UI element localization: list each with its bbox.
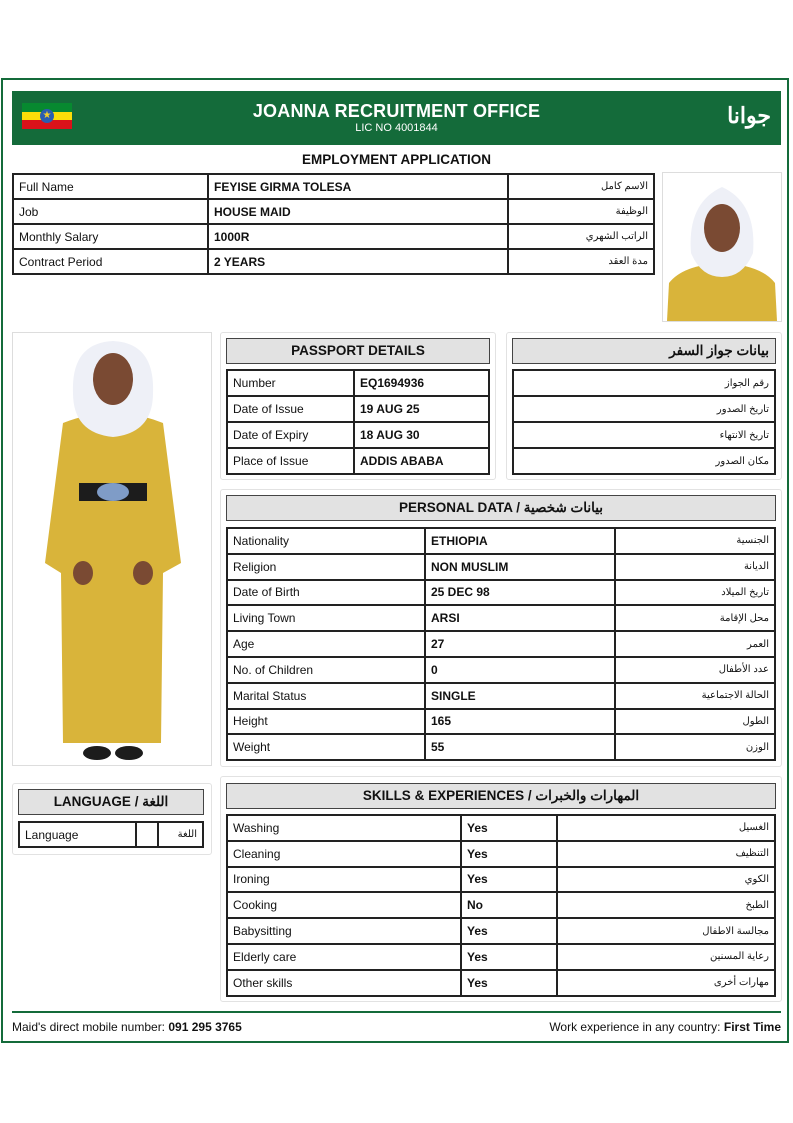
application-title: EMPLOYMENT APPLICATION (302, 152, 491, 167)
table-row (227, 554, 775, 580)
skill-label: Other skills (227, 970, 461, 996)
skill-value: Yes (461, 970, 557, 996)
row-arabic: عدد الأطفال (615, 657, 775, 683)
passport-table (226, 369, 490, 475)
skills-table (226, 814, 776, 997)
row-label: Living Town (227, 605, 425, 631)
table-row (227, 631, 775, 657)
table-row (227, 683, 775, 709)
row-label: Height (227, 709, 425, 735)
row-arabic: الوزن (615, 734, 775, 760)
row-value: 165 (425, 709, 615, 735)
skill-label: Washing (227, 815, 461, 841)
table-row (19, 822, 203, 847)
row-value: HOUSE MAID (208, 199, 508, 224)
row-arabic: تاريخ الميلاد (615, 580, 775, 606)
skill-arabic: مهارات أخرى (557, 970, 775, 996)
personal-data-table (226, 527, 776, 761)
table-row (13, 249, 654, 274)
row-value: ADDIS ABABA (354, 448, 489, 474)
full-body-photo (12, 332, 212, 766)
row-arabic: محل الإقامة (615, 605, 775, 631)
portrait-photo (662, 172, 782, 322)
row-arabic: مدة العقد (508, 249, 654, 274)
mobile-label: Maid's direct mobile number: (12, 1020, 166, 1034)
row-value: ETHIOPIA (425, 528, 615, 554)
row-arabic: الحالة الاجتماعية (615, 683, 775, 709)
row-value: 1000R (208, 224, 508, 249)
row-label: Weight (227, 734, 425, 760)
skill-value: Yes (461, 867, 557, 893)
table-row (227, 605, 775, 631)
row-value: 25 DEC 98 (425, 580, 615, 606)
basic-info-table (12, 173, 655, 275)
row-value: 55 (425, 734, 615, 760)
row-arabic: الراتب الشهري (508, 224, 654, 249)
row-arabic: الاسم كامل (508, 174, 654, 199)
table-row (227, 841, 775, 867)
row-value: 2 YEARS (208, 249, 508, 274)
personal-data-title: PERSONAL DATA / بيانات شخصية (226, 495, 776, 521)
footer-divider (12, 1011, 781, 1013)
experience-label: Work experience in any country: (549, 1020, 721, 1034)
row-label: Job (13, 199, 208, 224)
skill-value: Yes (461, 944, 557, 970)
table-row (227, 918, 775, 944)
row-label: Date of Expiry (227, 422, 354, 448)
table-row (227, 734, 775, 760)
table-row (13, 174, 654, 199)
passport-arabic-table (512, 369, 776, 475)
table-row (227, 396, 489, 422)
work-experience (549, 1020, 781, 1034)
experience-value: First Time (723, 1020, 781, 1034)
skill-label: Babysitting (227, 918, 461, 944)
row-label: No. of Children (227, 657, 425, 683)
table-row (513, 422, 775, 448)
table-row (227, 944, 775, 970)
office-arabic-name: جوانا (727, 103, 771, 128)
row-value: NON MUSLIM (425, 554, 615, 580)
row-value: SINGLE (425, 683, 615, 709)
skill-label: Ironing (227, 867, 461, 893)
row-arabic: الطول (615, 709, 775, 735)
skill-label: Cooking (227, 892, 461, 918)
row-label: Nationality (227, 528, 425, 554)
row-value: 18 AUG 30 (354, 422, 489, 448)
row-label: Full Name (13, 174, 208, 199)
row-label: Number (227, 370, 354, 396)
row-value: 0 (425, 657, 615, 683)
row-arabic: تاريخ الانتهاء (513, 422, 775, 448)
row-arabic: الوظيفة (508, 199, 654, 224)
table-row (227, 657, 775, 683)
language-label: Language (19, 822, 136, 847)
skill-arabic: رعاية المسنين (557, 944, 775, 970)
row-arabic: تاريخ الصدور (513, 396, 775, 422)
star-emblem-icon: ★ (40, 109, 54, 123)
skill-value: Yes (461, 841, 557, 867)
mobile-value: 091 295 3765 (168, 1020, 242, 1034)
table-row (227, 580, 775, 606)
row-arabic: العمر (615, 631, 775, 657)
table-row (227, 815, 775, 841)
table-row (227, 528, 775, 554)
skill-arabic: الغسيل (557, 815, 775, 841)
skill-label: Elderly care (227, 944, 461, 970)
language-table (18, 821, 204, 848)
row-value: 19 AUG 25 (354, 396, 489, 422)
table-row (227, 422, 489, 448)
row-value: ARSI (425, 605, 615, 631)
table-row (227, 448, 489, 474)
skill-arabic: الكوي (557, 867, 775, 893)
row-label: Marital Status (227, 683, 425, 709)
row-value: EQ1694936 (354, 370, 489, 396)
language-arabic: اللغة (158, 822, 203, 847)
table-row (227, 970, 775, 996)
row-arabic: رقم الجواز (513, 370, 775, 396)
passport-title: PASSPORT DETAILS (226, 338, 490, 364)
table-row (513, 370, 775, 396)
skill-value: Yes (461, 918, 557, 944)
table-row (227, 709, 775, 735)
table-row (13, 199, 654, 224)
row-arabic: مكان الصدور (513, 448, 775, 474)
skill-arabic: مجالسة الاطفال (557, 918, 775, 944)
row-label: Place of Issue (227, 448, 354, 474)
table-row (227, 867, 775, 893)
language-title: LANGUAGE / اللغة (18, 789, 204, 815)
skill-arabic: الطبخ (557, 892, 775, 918)
skill-label: Cleaning (227, 841, 461, 867)
table-row (513, 448, 775, 474)
row-label: Date of Birth (227, 580, 425, 606)
table-row (13, 224, 654, 249)
row-arabic: الديانة (615, 554, 775, 580)
header-banner (12, 91, 781, 145)
skill-value: No (461, 892, 557, 918)
row-value: 27 (425, 631, 615, 657)
language-value (136, 822, 158, 847)
row-label: Contract Period (13, 249, 208, 274)
row-value: FEYISE GIRMA TOLESA (208, 174, 508, 199)
row-arabic: الجنسية (615, 528, 775, 554)
skills-title: SKILLS & EXPERIENCES / المهارات والخبرات (226, 783, 776, 809)
skill-value: Yes (461, 815, 557, 841)
license-number: LIC NO 4001844 (355, 122, 438, 134)
row-label: Date of Issue (227, 396, 354, 422)
skill-arabic: التنظيف (557, 841, 775, 867)
row-label: Religion (227, 554, 425, 580)
office-title: JOANNA RECRUITMENT OFFICE (252, 101, 541, 121)
table-row (227, 370, 489, 396)
mobile-number (12, 1020, 242, 1034)
row-label: Monthly Salary (13, 224, 208, 249)
row-label: Age (227, 631, 425, 657)
table-row (513, 396, 775, 422)
table-row (227, 892, 775, 918)
passport-arabic-title: بيانات جواز السفر (512, 338, 776, 364)
